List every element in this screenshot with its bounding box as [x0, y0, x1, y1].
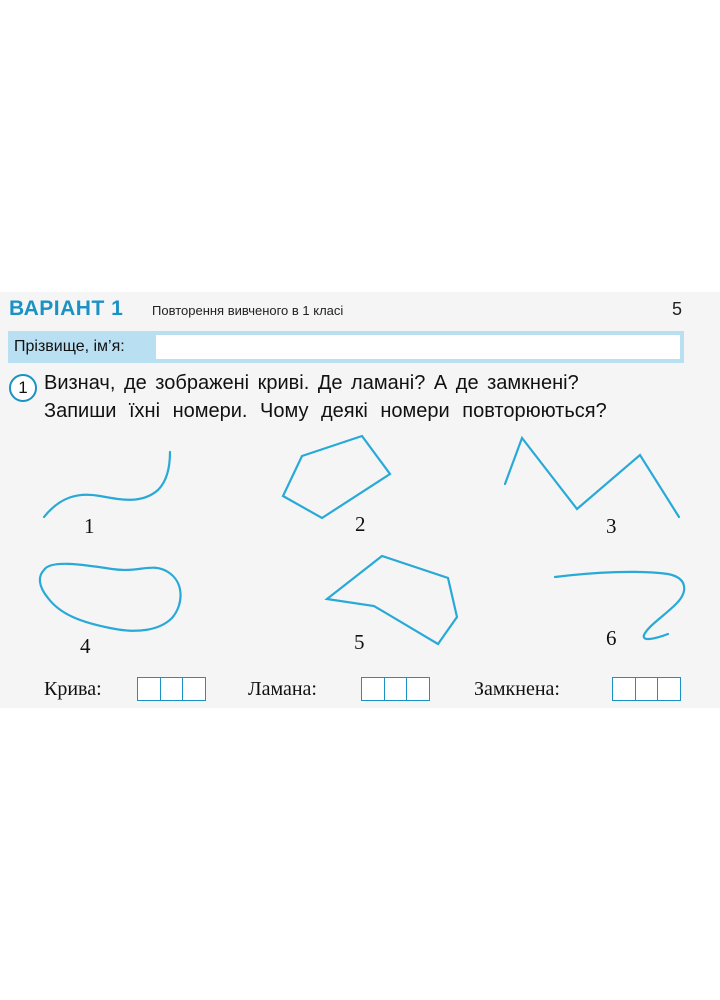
figure-4-closed-curve: [40, 564, 181, 631]
answer-boxes-closed: [612, 677, 680, 701]
answer-box[interactable]: [182, 677, 206, 701]
task-text-line-2: Запиши їхні номери. Чому деякі номери повторюються?: [44, 400, 607, 422]
variant-title: ВАРІАНТ 1: [9, 297, 124, 320]
figure-label: 6: [606, 626, 617, 650]
worksheet-page: [0, 292, 720, 708]
name-label: Прізвище, ім’я:: [14, 338, 125, 355]
answer-box[interactable]: [137, 677, 161, 701]
task-number-badge: 1: [9, 374, 37, 402]
figure-label: 3: [606, 514, 617, 538]
answer-box[interactable]: [635, 677, 659, 701]
answer-box[interactable]: [406, 677, 430, 701]
page-number: 5: [672, 299, 683, 319]
answer-boxes-curve: [137, 677, 205, 701]
figure-label: 1: [84, 514, 95, 538]
figure-6-open-curve: [555, 572, 684, 639]
figure-5-closed-polyline: [327, 556, 457, 644]
figure-label: 2: [355, 512, 366, 536]
section-subtitle: Повторення вивченого в 1 класі: [152, 303, 344, 318]
answer-box[interactable]: [361, 677, 385, 701]
task-text-line-1: Визнач, де зображені криві. Де ламані? А де замкнені?: [44, 372, 579, 394]
answer-box[interactable]: [160, 677, 184, 701]
answer-box[interactable]: [657, 677, 681, 701]
figure-2-closed-polyline: [283, 436, 390, 518]
answer-label-curve: Крива:: [44, 678, 102, 700]
figure-label: 4: [80, 634, 91, 658]
answer-label-polyline: Ламана:: [248, 678, 317, 700]
figure-label: 5: [354, 630, 365, 654]
answer-box[interactable]: [612, 677, 636, 701]
figure-1-open-curve: [44, 452, 170, 517]
figure-3-open-polyline: [505, 438, 679, 517]
answer-boxes-polyline: [361, 677, 429, 701]
answer-box[interactable]: [384, 677, 408, 701]
answer-label-closed: Замкнена:: [474, 678, 560, 700]
